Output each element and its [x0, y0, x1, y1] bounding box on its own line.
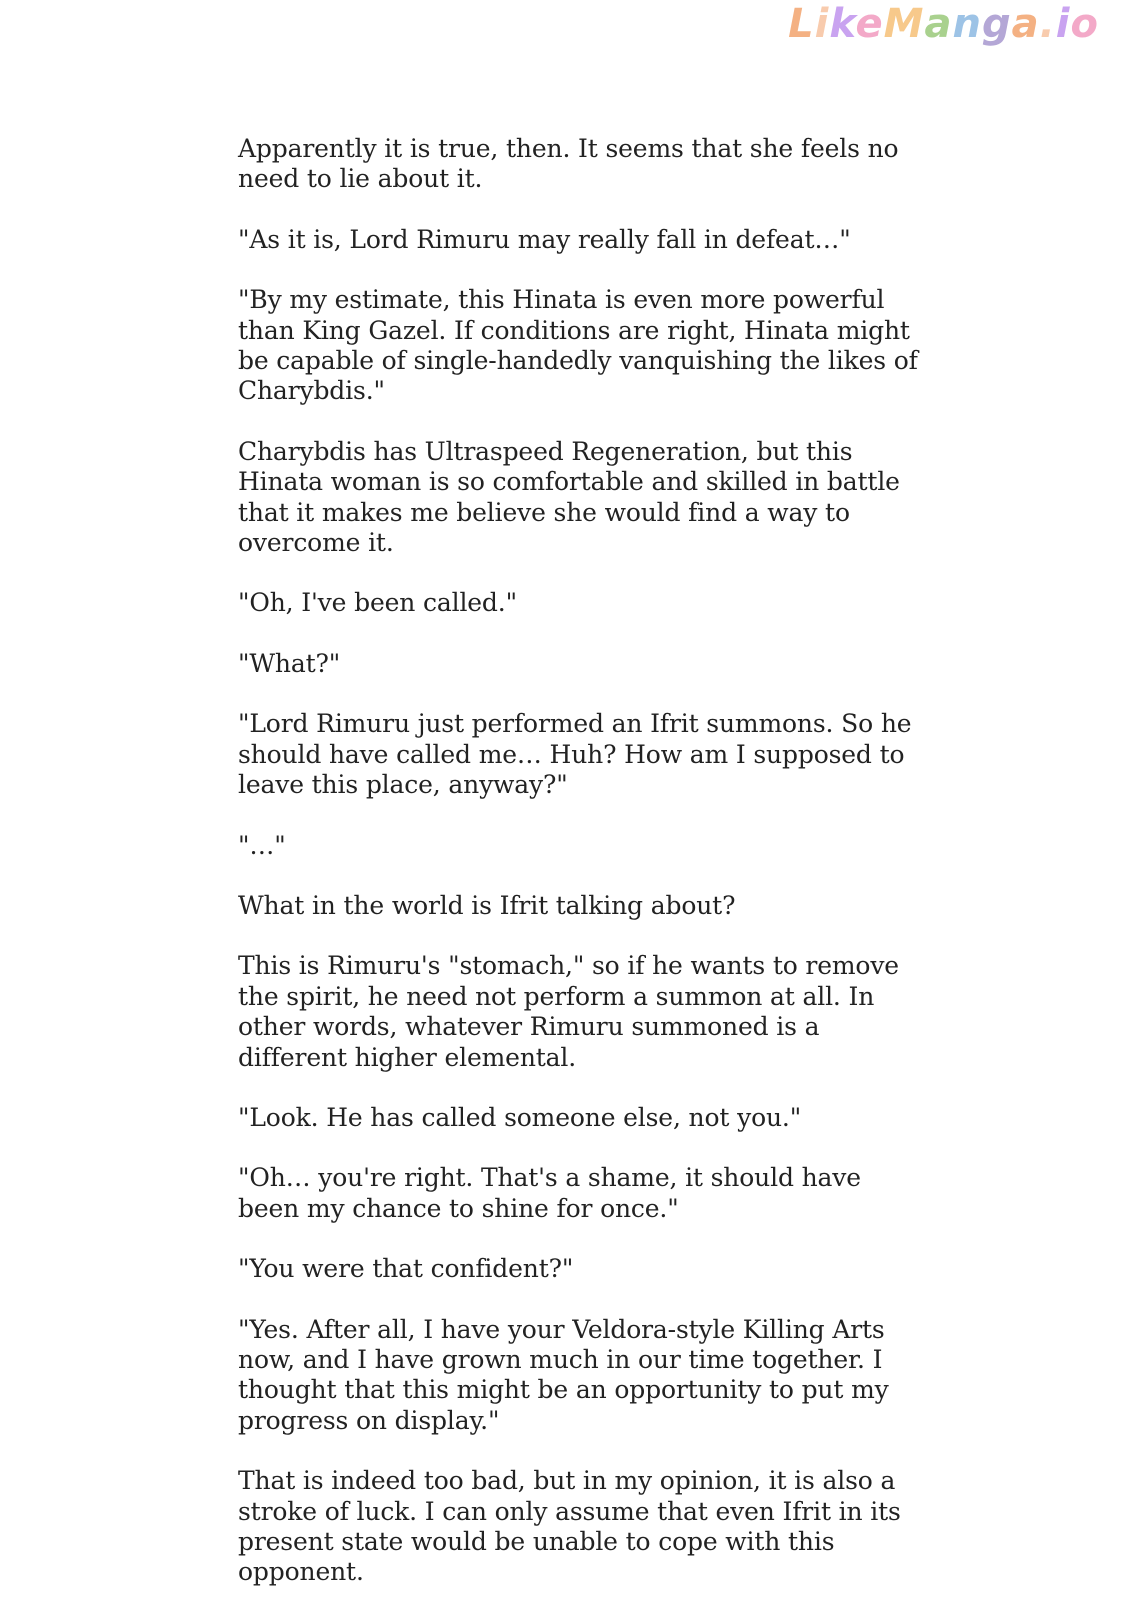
paragraph-9: What in the world is Ifrit talking about? [238, 890, 736, 920]
site-watermark: LikeManga.io [788, 1, 1099, 47]
paragraph-8: "…" [238, 830, 286, 860]
paragraph-5: "Oh, I've been called." [238, 588, 517, 618]
paragraph-7: "Lord Rimuru just performed an Ifrit summons. So he should have called me… Huh? How am I supposed to leave this place, anyway?" [238, 709, 912, 800]
paragraph-6: "What?" [238, 648, 341, 678]
paragraph-4: Charybdis has Ultraspeed Regeneration, but this Hinata woman is so comfortable and skilled in battle that it makes me believe she would find a way to overcome it. [238, 436, 900, 558]
paragraph-12: "Oh… you're right. That's a shame, it should have been my chance to shine for once." [238, 1163, 861, 1223]
paragraph-11: "Look. He has called someone else, not you." [238, 1102, 802, 1132]
paragraph-2: "As it is, Lord Rimuru may really fall in defeat…" [238, 224, 851, 254]
paragraph-15: That is indeed too bad, but in my opinion, it is also a stroke of luck. I can only assume that even Ifrit in its present state would be unable to cope with this opponent. [238, 1466, 901, 1587]
paragraph-3: "By my estimate, this Hinata is even more powerful than King Gazel. If conditions are right, Hinata might be capable of single-handedly vanquishing the likes of Charybdis." [238, 285, 918, 406]
paragraph-1: Apparently it is true, then. It seems that she feels no need to lie about it. [238, 134, 899, 194]
paragraph-14: "Yes. After all, I have your Veldora-style Killing Arts now, and I have grown much in our time together. I thought that this might be an opportunity to put my progress on display." [238, 1314, 889, 1435]
paragraph-13: "You were that confident?" [238, 1254, 574, 1284]
paragraph-10: This is Rimuru's "stomach," so if he wants to remove the spirit, he need not perform a summon at all. In other words, whatever Rimuru summoned is a different higher elemental. [238, 951, 899, 1072]
document-body [238, 134, 918, 1618]
